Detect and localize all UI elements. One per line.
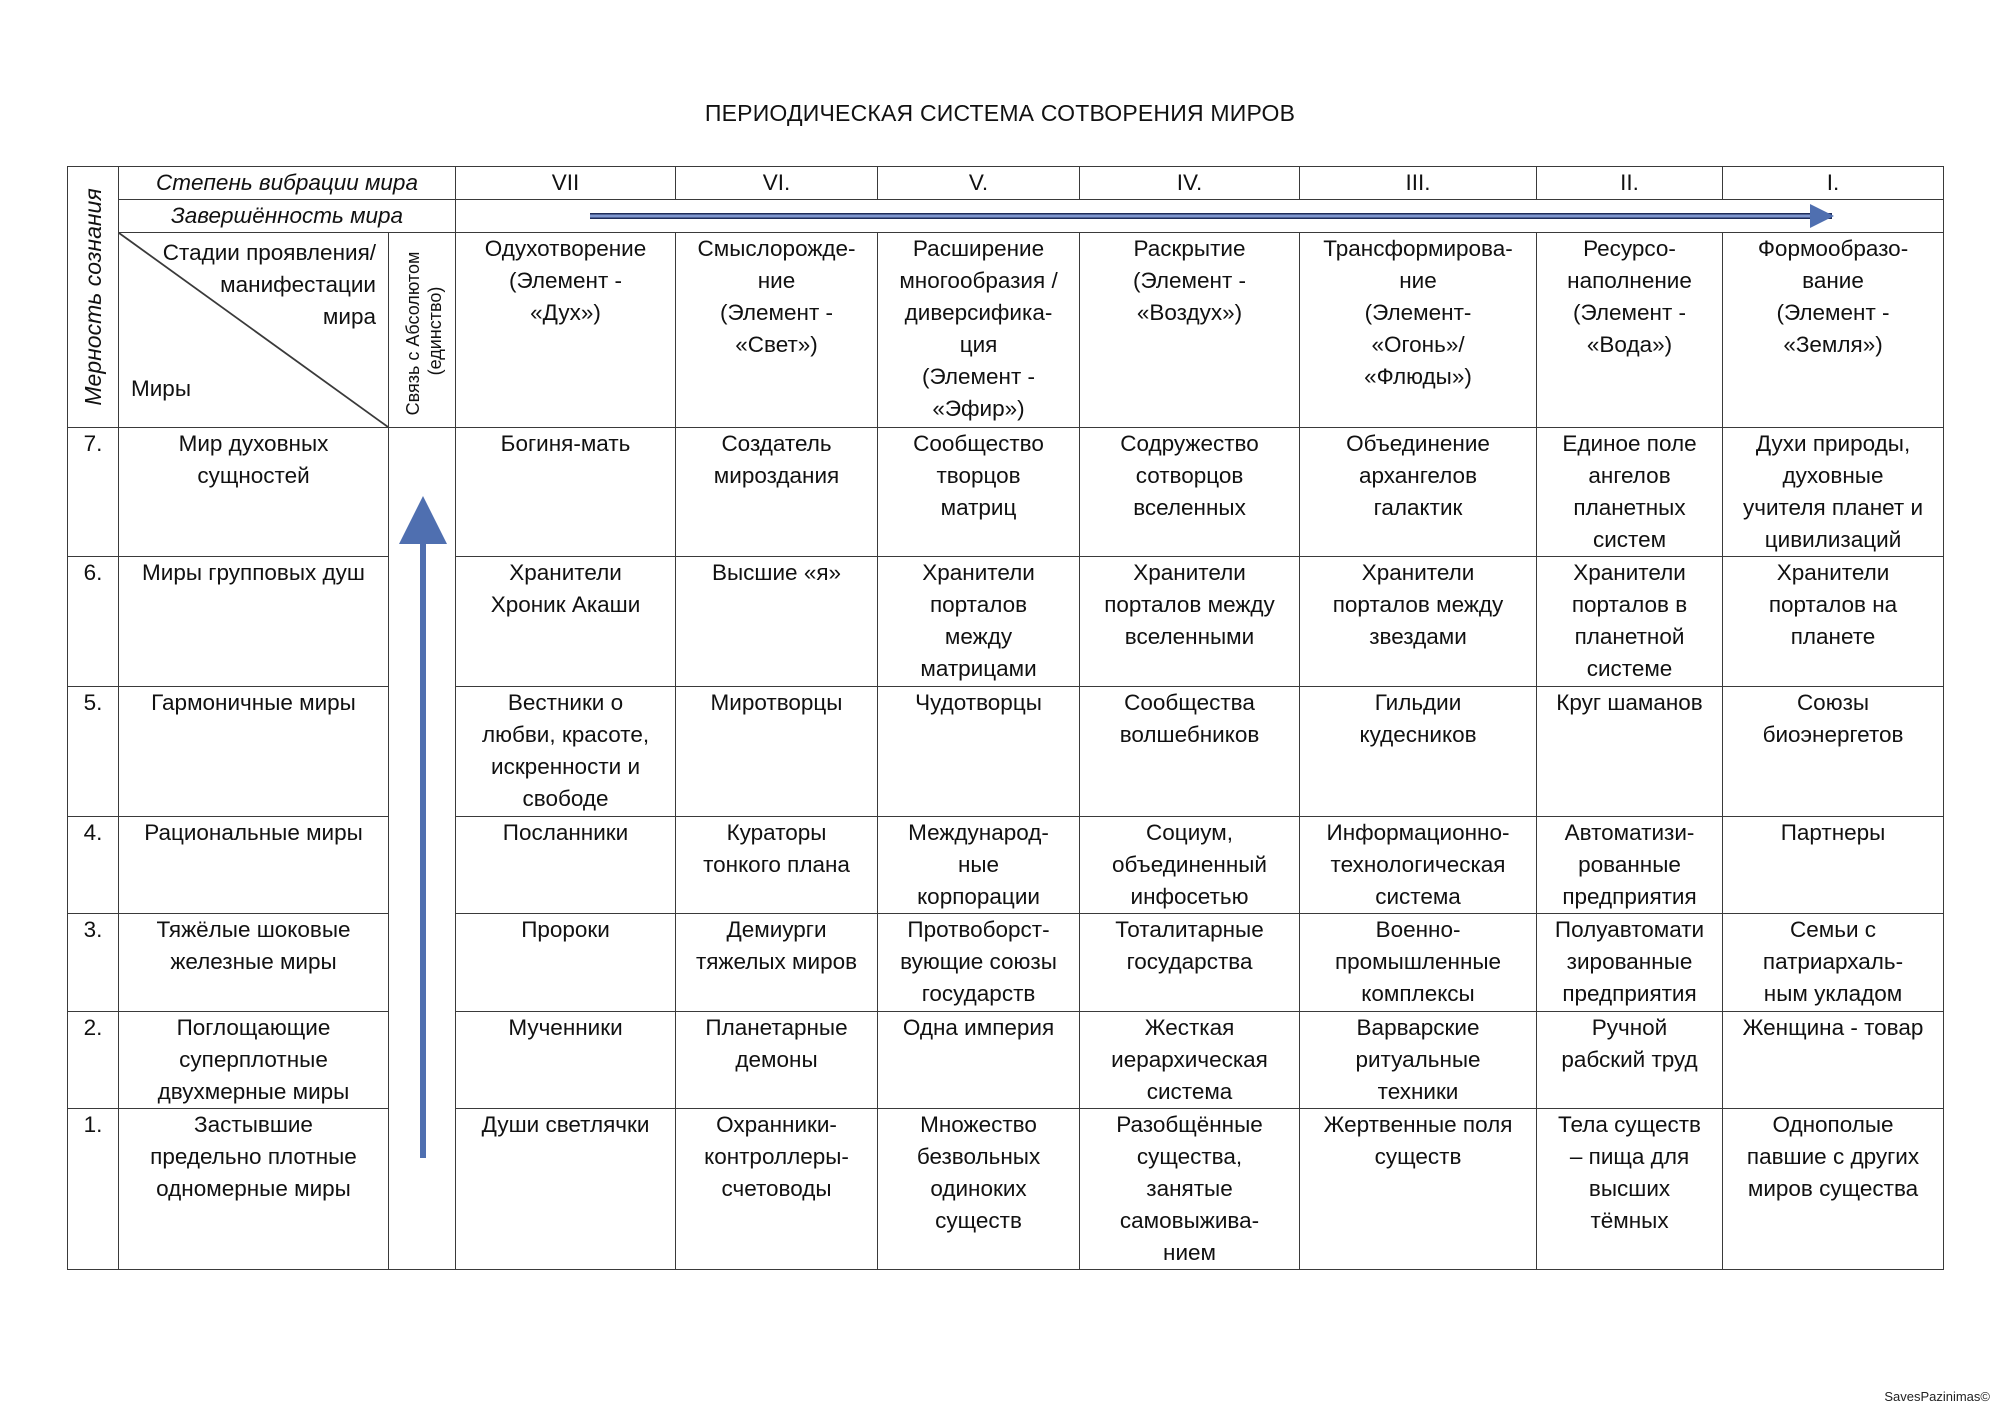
table-cell: Кураторы тонкого плана bbox=[676, 817, 878, 914]
roman-numeral: II. bbox=[1537, 167, 1723, 200]
table-cell: Хранители порталов между матрицами bbox=[878, 557, 1080, 687]
stage-cell: Смыслорожде- ние (Элемент - «Свет») bbox=[676, 233, 878, 428]
roman-numeral: IV. bbox=[1080, 167, 1300, 200]
table-cell: Богиня-мать bbox=[456, 428, 676, 557]
row-number: 6. bbox=[68, 557, 119, 687]
table-cell: Планетарные демоны bbox=[676, 1012, 878, 1109]
table-cell: Охранники- контроллеры- счетоводы bbox=[676, 1109, 878, 1270]
table-cell: Партнеры bbox=[1723, 817, 1944, 914]
document-title: ПЕРИОДИЧЕСКАЯ СИСТЕМА СОТВОРЕНИЯ МИРОВ bbox=[704, 100, 1296, 126]
vibration-row bbox=[68, 167, 1944, 200]
stage-cell: Формообразо- вание (Элемент - «Земля») bbox=[1723, 233, 1944, 428]
table-cell: Гильдии кудесников bbox=[1300, 687, 1537, 817]
world-name: Мир духовных сущностей bbox=[119, 428, 389, 557]
table-cell: Разобщённые существа, занятые самовыжива- нием bbox=[1080, 1109, 1300, 1270]
table-cell: Полуавтомати зированные предприятия bbox=[1537, 914, 1723, 1012]
table-cell: Протвоборст- вующие союзы государств bbox=[878, 914, 1080, 1012]
roman-numeral: I. bbox=[1723, 167, 1944, 200]
table-cell: Хранители порталов между звездами bbox=[1300, 557, 1537, 687]
stage-cell: Одухотворение (Элемент - «Дух») bbox=[456, 233, 676, 428]
watermark: SavesPazinimas© bbox=[1884, 1389, 1990, 1404]
row-number: 4. bbox=[68, 817, 119, 914]
table-cell: Чудотворцы bbox=[878, 687, 1080, 817]
completeness-row bbox=[68, 200, 1944, 233]
table-cell: Варварские ритуальные техники bbox=[1300, 1012, 1537, 1109]
table-cell: Автоматизи- рованные предприятия bbox=[1537, 817, 1723, 914]
world-row bbox=[68, 1109, 1944, 1270]
table-cell: Тоталитарные государства bbox=[1080, 914, 1300, 1012]
svg-text:Связь с Абсолютом (е: Связь с Абсолютом (единство) bbox=[403, 251, 445, 416]
table-cell: Создатель мироздания bbox=[676, 428, 878, 557]
row-number: 2. bbox=[68, 1012, 119, 1109]
worlds-label: Миры bbox=[131, 376, 191, 401]
table-cell: Хранители порталов на планете bbox=[1723, 557, 1944, 687]
stages-label: Стадии проявления/ манифестации мира bbox=[162, 240, 376, 329]
table-cell: Души светлячки bbox=[456, 1109, 676, 1270]
table-cell: Сообщество творцов матриц bbox=[878, 428, 1080, 557]
absolute-link-arrow-cell bbox=[389, 428, 456, 1270]
world-name: Застывшие предельно плотные одномерные миры bbox=[119, 1109, 389, 1270]
absolute-link-label bbox=[389, 233, 456, 428]
roman-numeral: III. bbox=[1300, 167, 1537, 200]
row-number: 7. bbox=[68, 428, 119, 557]
table-cell: Социум, объединенный инфосетью bbox=[1080, 817, 1300, 914]
table-cell: Информационно- технологическая система bbox=[1300, 817, 1537, 914]
world-name: Миры групповых душ bbox=[119, 557, 389, 687]
stage-cell: Ресурсо- наполнение (Элемент - «Вода») bbox=[1537, 233, 1723, 428]
stages-row bbox=[68, 233, 1944, 428]
stage-cell: Раскрытие (Элемент - «Воздух») bbox=[1080, 233, 1300, 428]
table-cell: Сообщества волшебников bbox=[1080, 687, 1300, 817]
world-row bbox=[68, 687, 1944, 817]
world-row bbox=[68, 428, 1944, 557]
table-cell: Одна империя bbox=[878, 1012, 1080, 1109]
table-cell: Объединение архангелов галактик bbox=[1300, 428, 1537, 557]
world-name: Поглощающие суперплотные двухмерные миры bbox=[119, 1012, 389, 1109]
table-cell: Жесткая иерархическая система bbox=[1080, 1012, 1300, 1109]
table-cell: Союзы биоэнергетов bbox=[1723, 687, 1944, 817]
table-cell: Военно- промышленные комплексы bbox=[1300, 914, 1537, 1012]
completeness-label: Завершённость мира bbox=[119, 200, 456, 233]
world-name: Тяжёлые шоковые железные миры bbox=[119, 914, 389, 1012]
world-name: Рациональные миры bbox=[119, 817, 389, 914]
world-row bbox=[68, 1012, 1944, 1109]
completeness-arrow-cell bbox=[456, 200, 1944, 233]
table-cell: Хранители порталов между вселенными bbox=[1080, 557, 1300, 687]
world-row bbox=[68, 557, 1944, 687]
table-cell: Духи природы, духовные учителя планет и цивилизаций bbox=[1723, 428, 1944, 557]
periodic-system-table bbox=[67, 166, 1944, 1270]
table-cell: Демиурги тяжелых миров bbox=[676, 914, 878, 1012]
table-cell: Семьи с патриархаль- ным укладом bbox=[1723, 914, 1944, 1012]
table-cell: Содружество сотворцов вселенных bbox=[1080, 428, 1300, 557]
row-number: 3. bbox=[68, 914, 119, 1012]
table-cell: Вестники о любви, красоте, искренности и свободе bbox=[456, 687, 676, 817]
table-cell: Множество безвольных одиноких существ bbox=[878, 1109, 1080, 1270]
row-number: 5. bbox=[68, 687, 119, 817]
table-cell: Круг шаманов bbox=[1537, 687, 1723, 817]
table-cell: Ручной рабский труд bbox=[1537, 1012, 1723, 1109]
table-cell: Высшие «я» bbox=[676, 557, 878, 687]
table-cell: Однополые павшие с других миров существа bbox=[1723, 1109, 1944, 1270]
world-name: Гармоничные миры bbox=[119, 687, 389, 817]
world-row bbox=[68, 914, 1944, 1012]
world-row bbox=[68, 817, 1944, 914]
diagonal-header-cell bbox=[119, 233, 389, 428]
table-cell: Международ- ные корпорации bbox=[878, 817, 1080, 914]
table-cell: Жертвенные поля существ bbox=[1300, 1109, 1537, 1270]
vibration-label: Степень вибрации мира bbox=[119, 167, 456, 200]
table-cell: Женщина - товар bbox=[1723, 1012, 1944, 1109]
table-cell: Тела существ – пища для высших тёмных bbox=[1537, 1109, 1723, 1270]
table-cell: Пророки bbox=[456, 914, 676, 1012]
roman-numeral: V. bbox=[878, 167, 1080, 200]
roman-numeral: VII bbox=[456, 167, 676, 200]
roman-numeral: VI. bbox=[676, 167, 878, 200]
table-cell: Посланники bbox=[456, 817, 676, 914]
table-cell: Хранители порталов в планетной системе bbox=[1537, 557, 1723, 687]
table-cell: Миротворцы bbox=[676, 687, 878, 817]
table-cell: Мученники bbox=[456, 1012, 676, 1109]
consciousness-dimension-label: Мерность сознания bbox=[68, 167, 119, 428]
absolute-link-header bbox=[389, 233, 456, 428]
stage-cell: Расширение многообразия / диверсифика- ция (Элемент - «Эфир») bbox=[878, 233, 1080, 428]
table-cell: Хранители Хроник Акаши bbox=[456, 557, 676, 687]
stage-cell: Трансформирова- ние (Элемент- «Огонь»/ «Флюды») bbox=[1300, 233, 1537, 428]
table-cell: Единое поле ангелов планетных систем bbox=[1537, 428, 1723, 557]
row-number: 1. bbox=[68, 1109, 119, 1270]
